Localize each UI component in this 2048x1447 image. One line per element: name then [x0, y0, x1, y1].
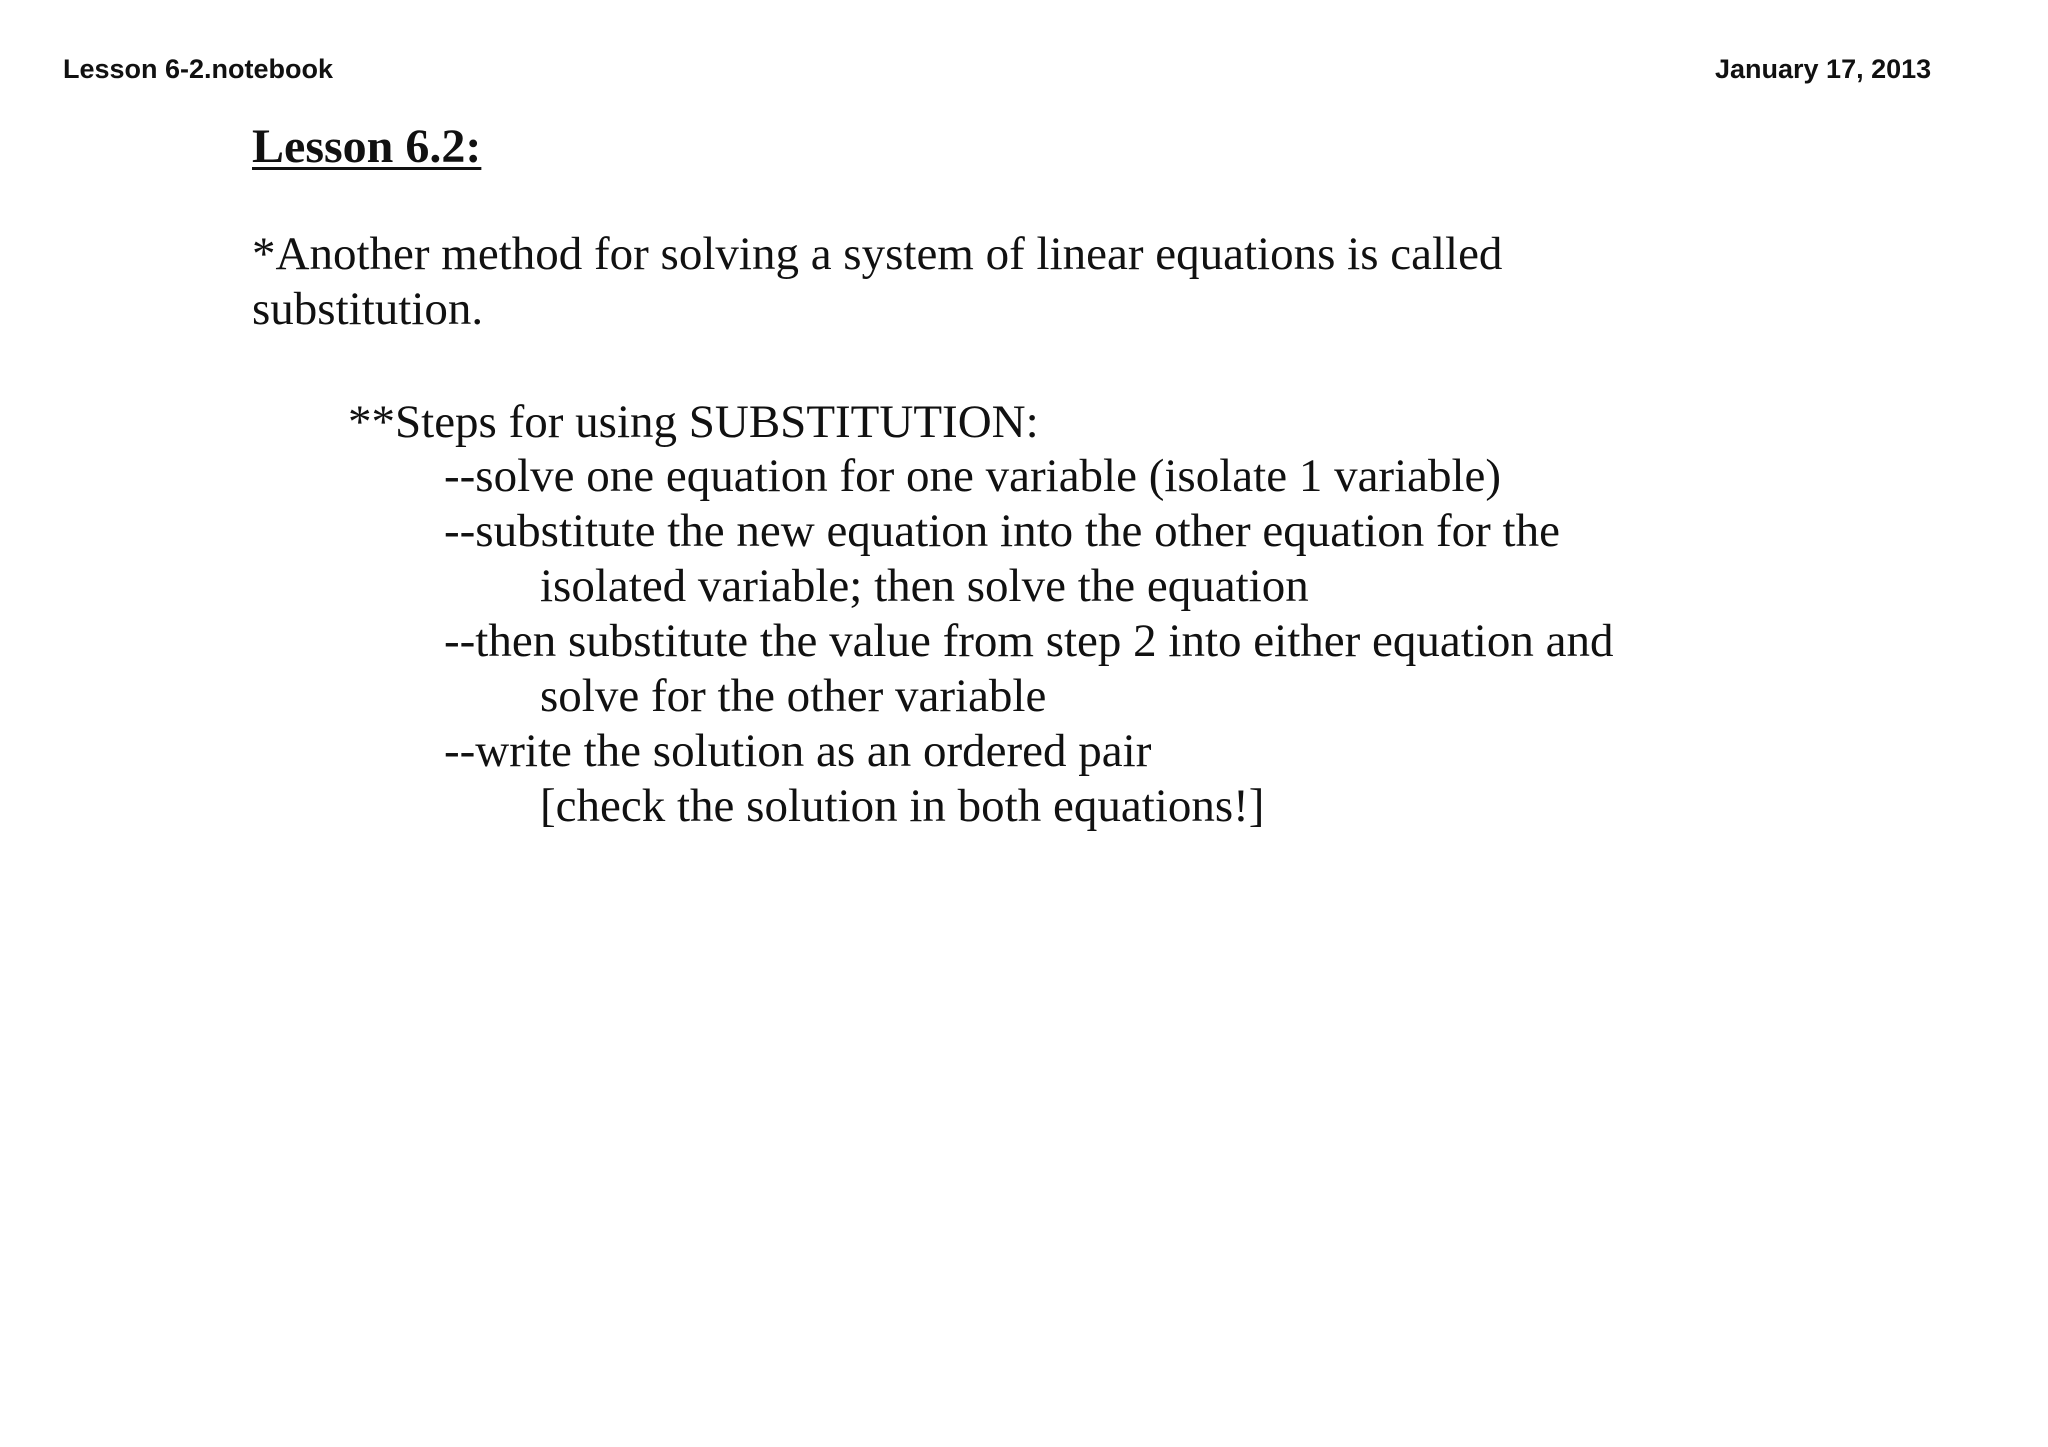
intro-text: [252, 227, 1613, 337]
step-text: --then substitute the value from step 2 into either equation and: [444, 615, 1614, 667]
step-continuation: isolated variable; then solve the equation: [540, 560, 1309, 612]
step-item: [252, 614, 1613, 724]
step-continuation: solve for the other variable: [540, 670, 1047, 722]
lesson-title: Lesson 6.2:: [252, 120, 482, 173]
step-text: --solve one equation for one variable (isolate 1 variable): [444, 450, 1502, 502]
intro-line: substitution.: [252, 283, 484, 335]
step-item: [252, 504, 1613, 614]
lesson-content: [252, 118, 1613, 834]
step-text: --write the solution as an ordered pair: [444, 725, 1152, 777]
steps-list: [252, 449, 1613, 834]
step-continuation: [check the solution in both equations!]: [540, 780, 1265, 832]
step-text: --substitute the new equation into the other equation for the: [444, 505, 1560, 557]
steps-heading: **Steps for using SUBSTITUTION:: [348, 396, 1039, 448]
step-item: [252, 724, 1613, 834]
intro-line: *Another method for solving a system of linear equations is called: [252, 228, 1503, 280]
page-date: January 17, 2013: [1715, 54, 1932, 84]
step-item: [252, 449, 1613, 504]
notebook-filename: Lesson 6-2.notebook: [63, 54, 334, 84]
